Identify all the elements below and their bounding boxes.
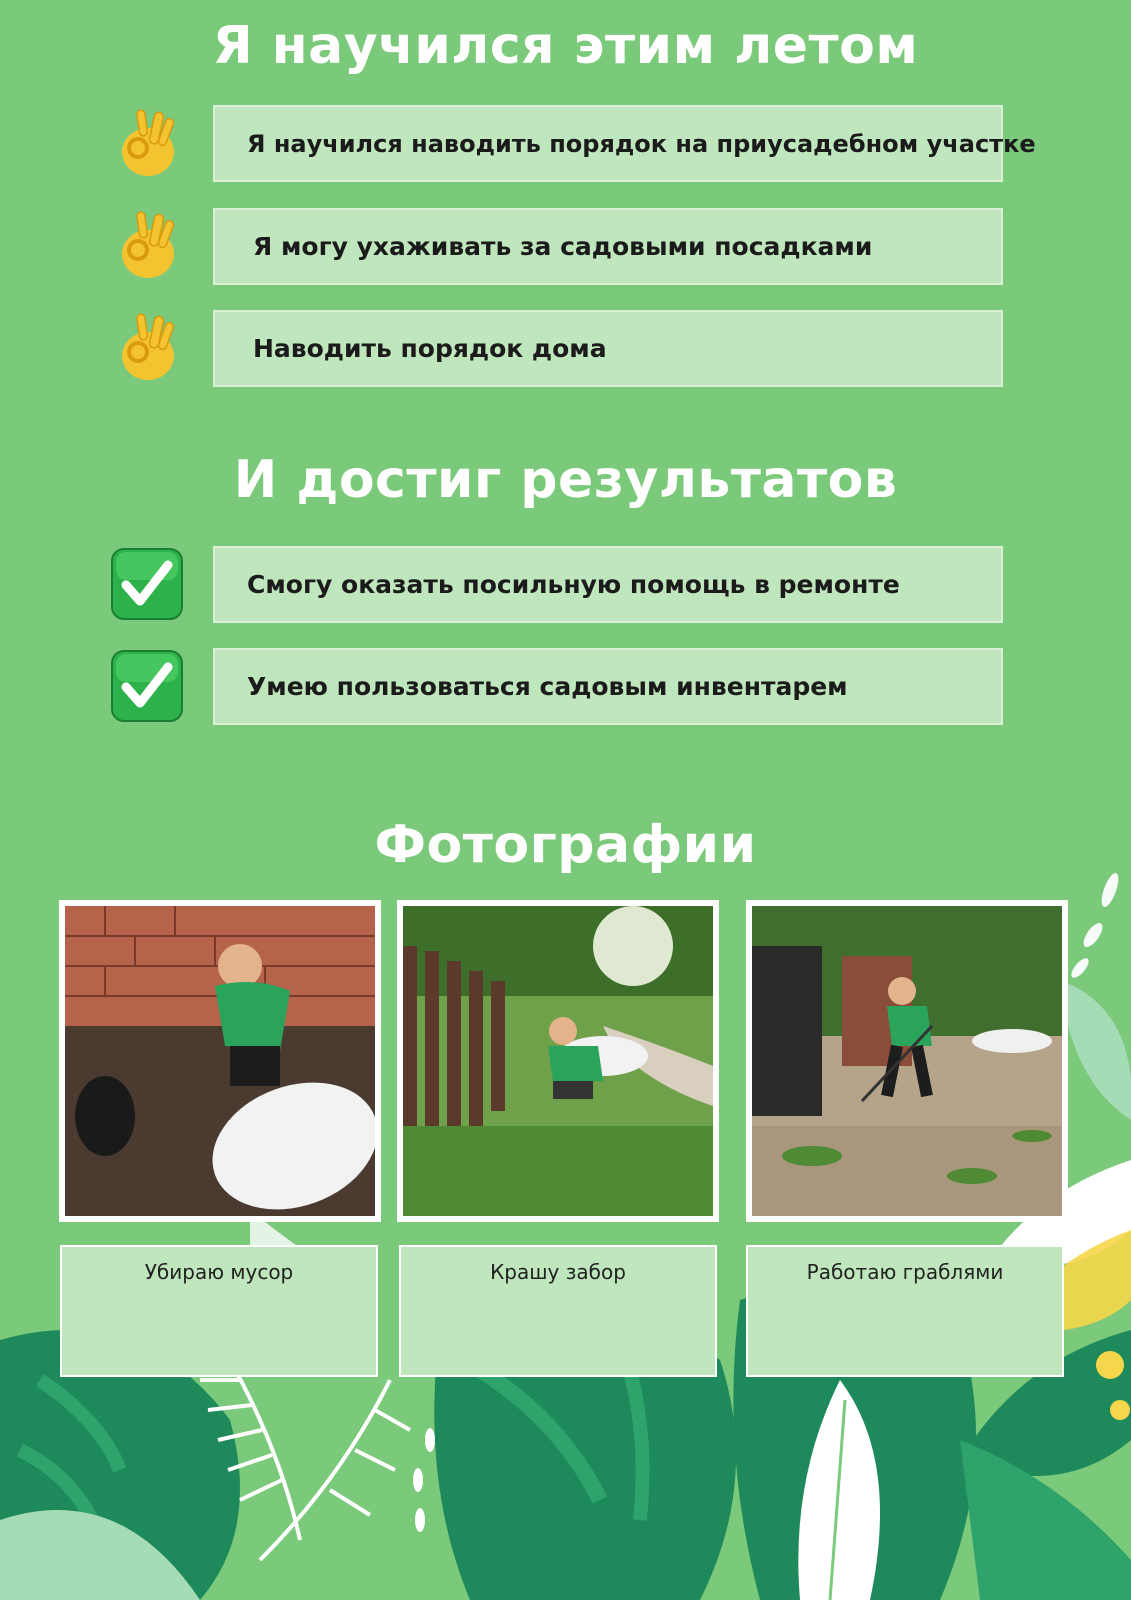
photo-painting-fence [397,900,719,1222]
result-item-text: Умею пользоваться садовым инвентарем [247,672,848,701]
check-mark-icon [110,547,184,621]
photo-caption: Работаю граблями [806,1260,1004,1284]
learned-item [213,208,1003,285]
learned-item [213,310,1003,387]
result-item [213,546,1003,623]
photo-raking [746,900,1068,1222]
photo-collecting-trash [59,900,381,1222]
learned-item [213,105,1036,182]
learned-item-text: Я научился наводить порядок на приусадебном участке [247,129,1036,158]
ok-hand-icon [116,208,178,280]
photo-caption: Крашу забор [490,1260,626,1284]
photos-section-title: Фотографии [374,815,757,875]
photo-caption: Убираю мусор [144,1260,294,1284]
ok-hand-icon [116,106,178,178]
result-item [213,648,1003,725]
results-section-title: И достиг результатов [233,450,898,510]
photo-caption-box [60,1245,378,1377]
ok-hand-icon [116,310,178,382]
result-item-text: Смогу оказать посильную помощь в ремонте [247,570,900,599]
learned-item-text: Я могу ухаживать за садовыми посадками [253,232,873,261]
learned-section-title: Я научился этим летом [212,16,919,76]
photo-caption-box [399,1245,717,1377]
check-mark-icon [110,649,184,723]
photo-caption-box [746,1245,1064,1377]
learned-item-text: Наводить порядок дома [253,334,607,363]
